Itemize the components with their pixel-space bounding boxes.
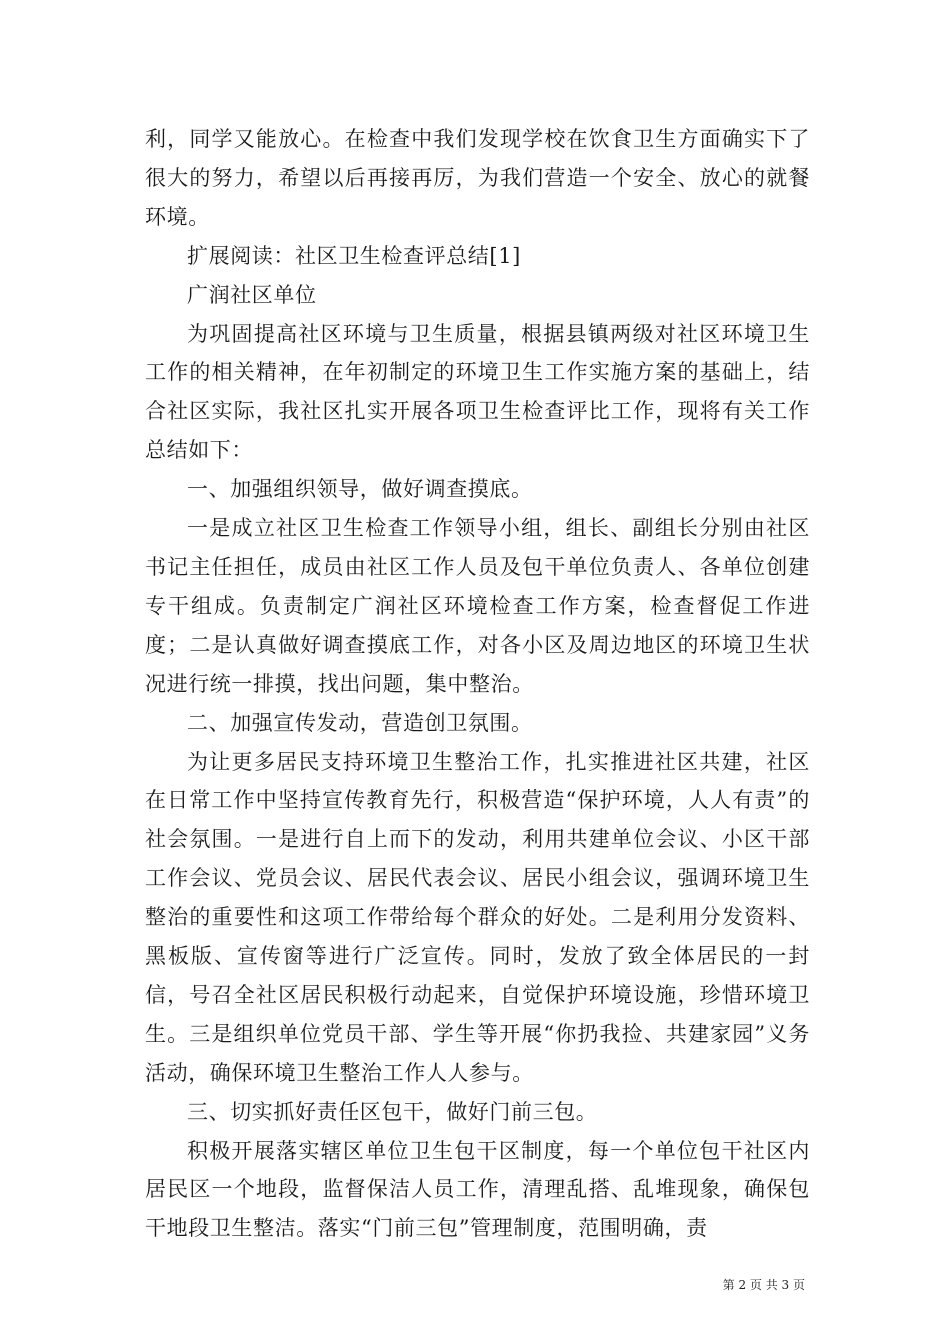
extended-reading-title: 扩展阅读：社区卫生检查评总结[1]	[187, 243, 521, 268]
section-heading-3: 三、切实抓好责任区包干，做好门前三包。	[187, 1099, 598, 1124]
paragraph-section-2: 为让更多居民支持环境卫生整治工作，扎实推进社区共建，社区在日常工作中坚持宣传教育先行，积极营造“保护环境，人人有责”的社会氛围。一是进行自上而下的发动，利用共建单位会议、小区干部工作会议、党员会议、居民代表会议、居民小组会议，强调环境卫生整治的重要性和这项工作带给每个群众的好处。二是利用分发资料、黑板版、宣传窗等进行广泛宣传。同时，发放了致全体居民的一封信，号召全社区居民积极行动起来，自觉保护环境设施，珍惜环境卫生。三是组织单位党员干部、学生等开展“你扔我捡、共建家园”义务活动，确保环境卫生整治工作人人参与。	[145, 749, 810, 1085]
document-body	[145, 120, 810, 1248]
paragraph-intro: 为巩固提高社区环境与卫生质量，根据县镇两级对社区环境卫生工作的相关精神，在年初制定的环境卫生工作实施方案的基础上，结合社区实际，我社区扎实开展各项卫生检查评比工作，现将有关工作总结如下：	[145, 321, 810, 463]
section-heading-1: 一、加强组织领导，做好调查摸底。	[187, 477, 533, 502]
section-heading-2: 二、加强宣传发动，营造创卫氛围。	[187, 710, 533, 735]
page-number-footer: 第 2 页 共 3 页	[722, 1278, 805, 1292]
paragraph-section-1: 一是成立社区卫生检查工作领导小组，组长、副组长分别由社区书记主任担任，成员由社区工作人员及包干单位负责人、各单位创建专干组成。负责制定广润社区环境检查工作方案，检查督促工作进度；二是认真做好调查摸底工作，对各小区及周边地区的环境卫生状况进行统一排摸，找出问题，集中整治。	[145, 516, 810, 696]
paragraph-section-3: 积极开展落实辖区单位卫生包干区制度，每一个单位包干社区内居民区一个地段，监督保洁人员工作，清理乱搭、乱堆现象，确保包干地段卫生整洁。落实“门前三包”管理制度，范围明确，责	[145, 1138, 810, 1241]
paragraph-continuation: 利，同学又能放心。在检查中我们发现学校在饮食卫生方面确实下了很大的努力，希望以后再接再厉，为我们营造一个安全、放心的就餐环境。	[145, 127, 810, 229]
unit-name: 广润社区单位	[187, 282, 317, 307]
